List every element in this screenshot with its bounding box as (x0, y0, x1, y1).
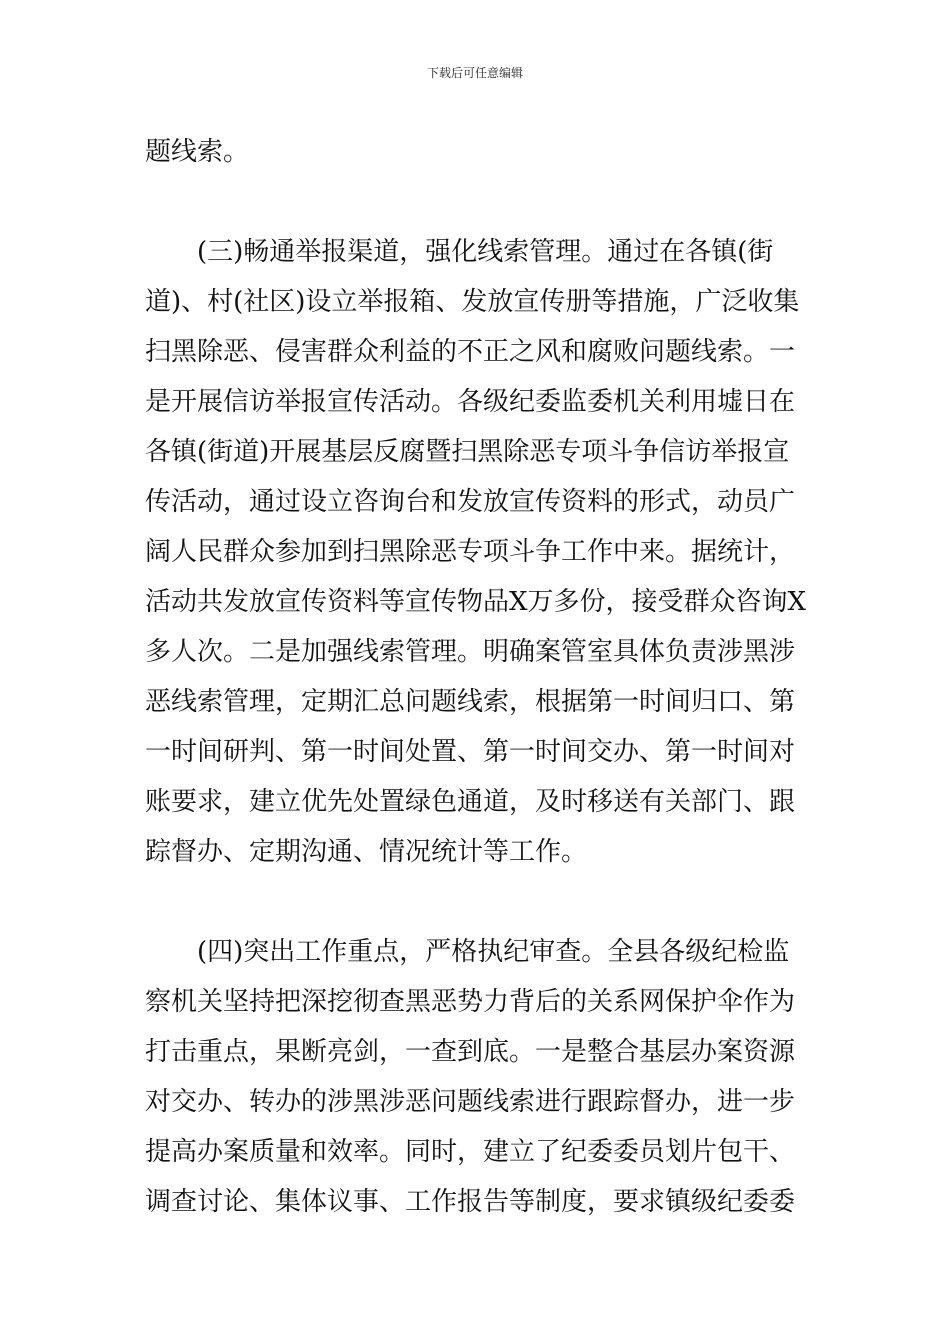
text-line: 调查讨论、集体议事、工作报告等制度，要求镇级纪委委 (145, 1187, 796, 1217)
text-line: 一时间研判、第一时间处置、第一时间交办、第一时间对 (145, 737, 796, 767)
text-line: 是开展信访举报宣传活动。各级纪委监委机关利用墟日在 (145, 387, 796, 417)
text-line: 活动共发放宣传资料等宣传物品X万多份，接受群众咨询X (145, 587, 807, 617)
paragraph-gap (145, 877, 808, 927)
text-line: 多人次。二是加强线索管理。明确案管室具体负责涉黑涉 (145, 637, 796, 667)
text-line: 扫黑除恶、侵害群众利益的不正之风和腐败问题线索。一 (145, 337, 796, 367)
text-line: 恶线索管理，定期汇总问题线索，根据第一时间归口、第 (145, 687, 796, 717)
text-line: 打击重点，果断亮剑，一查到底。一是整合基层办案资源 (145, 1037, 796, 1067)
document-body (145, 127, 808, 1227)
text-line: 各镇(街道)开展基层反腐暨扫黑除恶专项斗争信访举报宣 (145, 437, 790, 467)
text-line: 提高办案质量和效率。同时，建立了纪委委员划片包干、 (145, 1137, 796, 1167)
text-line: 账要求，建立优先处置绿色通道，及时移送有关部门、跟 (145, 787, 796, 817)
text-line: 道)、村(社区)设立举报箱、发放宣传册等措施，广泛收集 (145, 287, 800, 317)
paragraph-gap (145, 177, 808, 227)
text-line: 题线索。 (145, 137, 250, 167)
text-line: 传活动，通过设立咨询台和发放宣传资料的形式，动员广 (145, 487, 796, 517)
text-line: 踪督办、定期沟通、情况统计等工作。 (145, 837, 588, 867)
text-line: (四)突出工作重点，严格执纪审查。全县各级纪检监 (145, 937, 790, 967)
page-header: 下载后可任意编辑 (426, 66, 523, 80)
text-line: 对交办、转办的涉黑涉恶问题线索进行跟踪督办，进一步 (145, 1087, 796, 1117)
text-line: 察机关坚持把深挖彻查黑恶势力背后的关系网保护伞作为 (145, 987, 796, 1017)
text-line: (三)畅通举报渠道，强化线索管理。通过在各镇(街 (145, 237, 774, 267)
text-line: 阔人民群众参加到扫黑除恶专项斗争工作中来。据统计， (145, 537, 796, 567)
